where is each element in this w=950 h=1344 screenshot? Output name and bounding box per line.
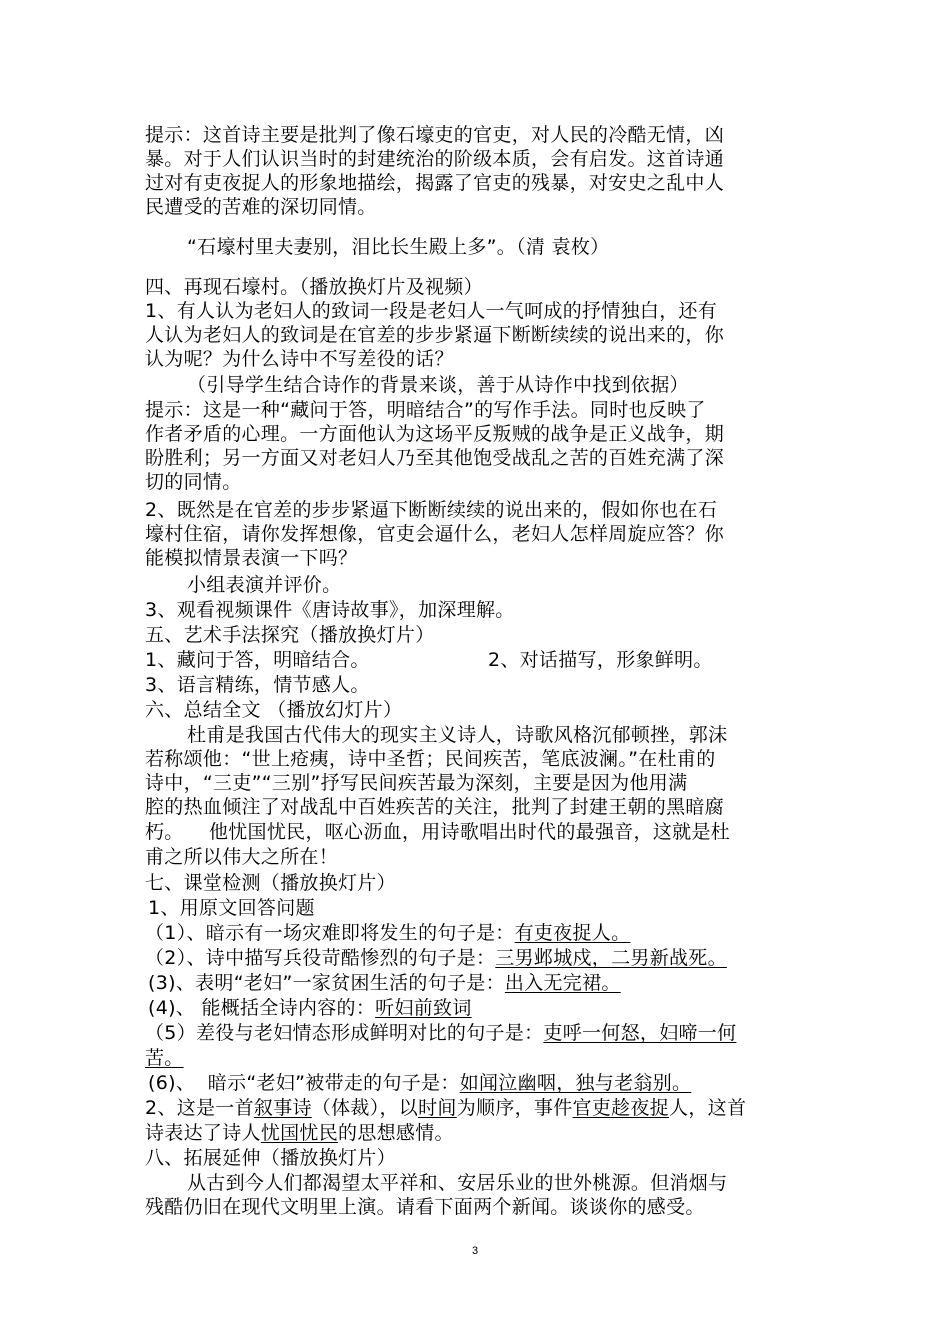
answer-line [148,996,472,1020]
answer-question: （1）、暗示有一场灾难即将发生的句子是： [145,922,515,944]
hint-line: 过对有吏夜捉人的形象地描绘，揭露了官吏的残暴，对安史之乱中人 [145,172,725,194]
blank-answer: 叙事诗 [253,1097,312,1119]
question-line: 认为呢？为什么诗中不写差役的话？ [145,348,454,370]
question-line: 1、有人认为老妇人的致词一段是老妇人一气呵成的抒情独白，还有 [145,300,718,322]
blank-answer: 时间 [418,1097,457,1119]
hint-line: 民遭受的苦难的深切同情。 [145,196,377,218]
hint-line: 盼胜利；另一方面又对老妇人乃至其他饱受战乱之苦的百姓充满了深 [145,447,725,469]
answer-line [145,946,727,970]
answer-question: (4)、 能概括全诗内容的： [148,997,376,1019]
quote-line: “石壕村里夫妻别，泪比长生殿上多”。（清 袁枚） [187,236,610,258]
text-part: 2、这是一首 [145,1097,254,1119]
answer-text: 三男邺城戍，二男新战死。 [495,947,727,969]
section-heading-7: 七、课堂检测（播放换灯片） [145,872,396,894]
summary-line: 杜甫是我国古代伟大的现实主义诗人，诗歌风格沉郁顿挫，郭沫 [187,724,728,746]
section-heading-8: 八、拓展延伸（播放换灯片） [145,1147,396,1169]
blank-answer: 官吏趁夜捉 [572,1097,670,1119]
summary-line: 腔的热血倾注了对战乱中百姓疾苦的关注，批判了封建王朝的黑暗腐 [145,796,725,818]
question-line: 人认为老妇人的致词是在官差的步步紧逼下断断续续的说出来的，你 [145,324,725,346]
extension-line: 从古到今人们都渴望太平祥和、安居乐业的世外桃源。但消烟与 [187,1172,728,1194]
summary-line: 朽。 他忧国忧民，呕心沥血，用诗歌唱出时代的最强音，这就是杜 [145,821,731,843]
guide-line: （引导学生结合诗作的背景来谈，善于从诗作中找到依据） [187,374,689,396]
hint-line: 切的同情。 [145,471,242,493]
fill-blank-line [145,1121,454,1145]
fill-blank-line [145,1096,746,1120]
summary-line: 若称颂他：“世上疮痍，诗中圣哲；民间疾苦，笔底波澜。”在杜甫的 [145,748,716,770]
subsection-heading: 1、用原文回答问题 [148,897,315,919]
blank-answer: 忧国忧民 [260,1122,339,1144]
text-part: 诗表达了诗人 [145,1122,261,1144]
technique-item: 1、藏问于答，明暗结合。 [145,649,370,671]
answer-line [145,921,630,945]
technique-item: 2、对话描写，形象鲜明。 [488,649,713,671]
answer-question: (3)、表明“老妇”一家贫困生活的句子是： [148,972,505,994]
answer-line [145,1021,736,1045]
answer-text: 吏呼一何怒，妇啼一何 [543,1022,737,1044]
text-part: 人，这首 [669,1097,747,1119]
answer-text: 有吏夜捉人。 [514,922,631,944]
text-part: 为顺序，事件 [456,1097,573,1119]
section-heading-5: 五、艺术手法探究（播放换灯片） [145,624,435,646]
text-part: （体裁），以 [311,1097,419,1119]
summary-line: 诗中，“三吏”“三别”抒写民间疾苦最为深刻，主要是因为他用满 [145,772,688,794]
answer-line [148,971,621,995]
section-heading-6: 六、总结全文 （播放幻灯片） [145,699,403,721]
answer-text: 听妇前致词 [375,997,472,1019]
answer-text: 如闻泣幽咽，独与老翁别。 [459,1072,692,1094]
answer-question: （2）、诗中描写兵役苛酷惨烈的句子是： [145,947,496,969]
question-line: 2、既然是在官差的步步紧逼下断断续续的说出来的，假如你也在石 [145,499,718,521]
hint-line: 提示：这首诗主要是批判了像石壕吏的官吏，对人民的冷酷无情，凶 [145,124,725,146]
hint-line: 作者矛盾的心理。一方面他认为这场平反叛贼的战争是正义战争，期 [145,423,725,445]
answer-question: (6)、 暗示“老妇”被带走的句子是： [148,1072,460,1094]
perform-line: 小组表演并评价。 [187,574,342,596]
hint-line: 暴。对于人们认识当时的封建统治的阶级本质，会有启发。这首诗通 [145,148,725,170]
summary-line: 甫之所以伟大之所在！ [145,846,339,868]
answer-line [145,1046,184,1070]
answer-question: （5）差役与老妇情态形成鲜明对比的句子是： [145,1022,544,1044]
page-number: 3 [471,1245,479,1257]
answer-line [148,1071,691,1095]
section-heading-4: 四、再现石壕村。（播放换灯片及视频） [145,276,483,298]
question-line: 3、观看视频课件《唐诗故事》，加深理解。 [145,599,515,621]
question-line: 壕村住宿，请你发挥想像，官吏会逼什么，老妇人怎样周旋应答？你 [145,523,725,545]
answer-text: 苦。 [145,1047,184,1069]
technique-item: 3、语言精练，情节感人。 [145,674,370,696]
text-part: 的思想感情。 [338,1122,454,1144]
hint-line: 提示：这是一种“藏问于答，明暗结合”的写作手法。同时也反映了 [145,399,706,421]
extension-line: 残酷仍旧在现代文明里上演。请看下面两个新闻。谈谈你的感受。 [145,1196,705,1218]
answer-text: 出入无完裙。 [504,972,621,994]
question-line: 能模拟情景表演一下吗？ [145,547,358,569]
